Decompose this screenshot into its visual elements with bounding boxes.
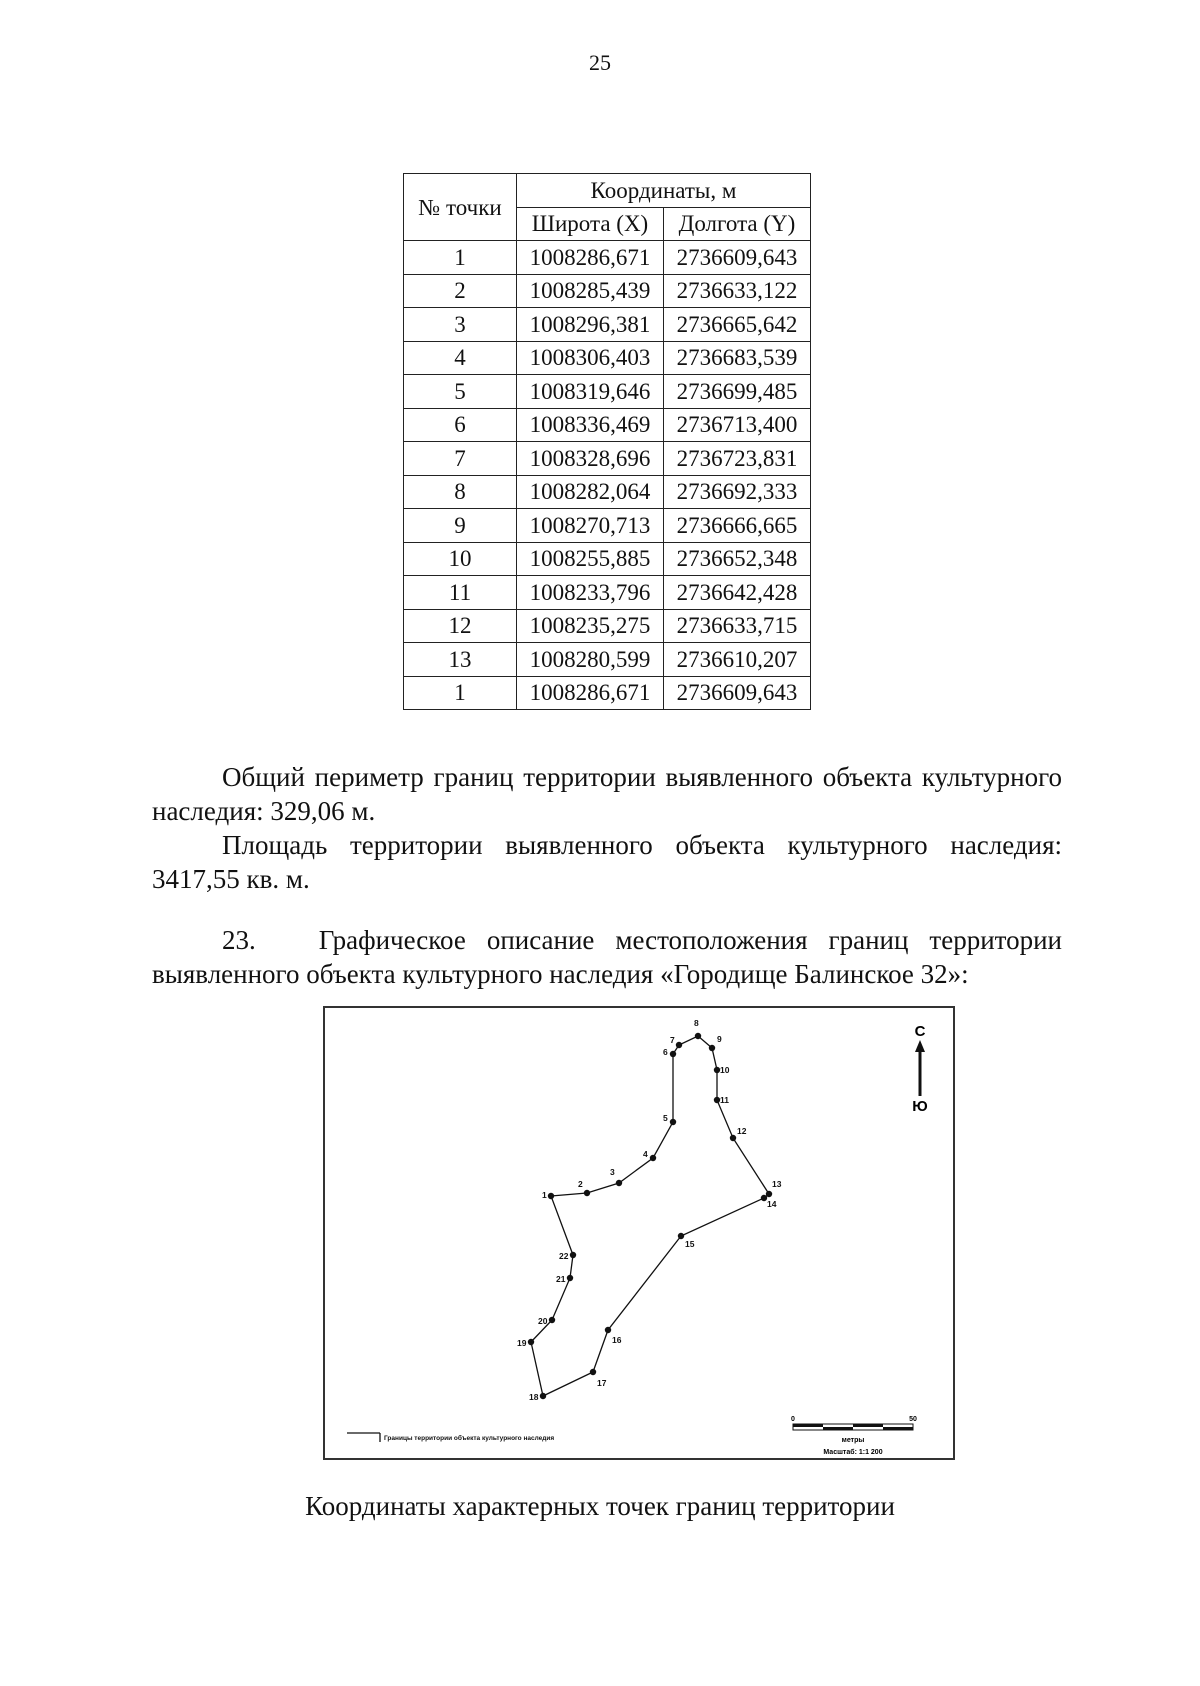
latitude-value: 1008235,275 — [517, 609, 664, 643]
longitude-value: 2736713,400 — [664, 408, 811, 442]
point-number: 3 — [404, 308, 517, 342]
graphic-description-text: Графическое описание местоположения границ территории выявленного объекта культурного наследия «Городище Балинское 32»: — [152, 925, 1063, 989]
boundary-point-8 — [695, 1033, 701, 1039]
longitude-value: 2736609,643 — [664, 241, 811, 275]
point-number: 6 — [404, 408, 517, 442]
boundary-point-label: 1 — [542, 1190, 547, 1200]
table-row — [404, 475, 811, 509]
boundary-point-label: 13 — [772, 1179, 782, 1189]
longitude-value: 2736683,539 — [664, 341, 811, 375]
latitude-value: 1008280,599 — [517, 643, 664, 677]
longitude-value: 2736642,428 — [664, 576, 811, 610]
header-point-number: № точки — [404, 174, 517, 241]
latitude-value: 1008319,646 — [517, 375, 664, 409]
latitude-value: 1008285,439 — [517, 274, 664, 308]
latitude-value: 1008306,403 — [517, 341, 664, 375]
boundary-point-label: 17 — [597, 1378, 607, 1388]
boundary-point-label: 2 — [578, 1179, 583, 1189]
boundary-point-label: 9 — [717, 1034, 722, 1044]
boundary-point-label: 11 — [720, 1095, 729, 1105]
scale-bar — [793, 1424, 913, 1430]
longitude-value: 2736633,715 — [664, 609, 811, 643]
boundary-point-label: 3 — [610, 1167, 615, 1177]
table-row — [404, 609, 811, 643]
boundary-point-label: 22 — [559, 1251, 569, 1261]
boundary-point-label: 15 — [685, 1239, 695, 1249]
longitude-value: 2736609,643 — [664, 676, 811, 710]
table-row — [404, 408, 811, 442]
scale-end-label: 50 — [909, 1416, 917, 1423]
longitude-value: 2736633,122 — [664, 274, 811, 308]
table-row — [404, 241, 811, 275]
table-row — [404, 341, 811, 375]
boundary-point-label: 19 — [517, 1338, 527, 1348]
boundary-point-label: 4 — [643, 1149, 648, 1159]
boundary-point-4 — [650, 1155, 656, 1161]
boundary-point-15 — [678, 1233, 684, 1239]
area-text-line1: Площадь территории выявленного объекта культурного наследия: — [222, 830, 1062, 860]
table-row — [404, 643, 811, 677]
boundary-point-21 — [567, 1275, 573, 1281]
territory-boundary-line — [531, 1036, 769, 1396]
south-label: Ю — [912, 1098, 928, 1115]
boundary-point-6 — [670, 1051, 676, 1057]
boundary-point-12 — [730, 1135, 736, 1141]
boundary-point-22 — [570, 1252, 576, 1258]
point-number: 12 — [404, 609, 517, 643]
boundary-point-1 — [548, 1193, 554, 1199]
boundary-point-19 — [528, 1339, 534, 1345]
point-number: 4 — [404, 341, 517, 375]
boundary-point-label: 7 — [670, 1035, 675, 1045]
scale-start-label: 0 — [791, 1416, 795, 1423]
coordinates-caption: Координаты характерных точек границ территории — [305, 1491, 895, 1521]
coordinates-table — [403, 173, 811, 710]
boundary-point-17 — [590, 1369, 596, 1375]
boundary-point-7 — [676, 1042, 682, 1048]
point-number: 7 — [404, 442, 517, 476]
header-longitude: Долгота (Y) — [664, 207, 811, 241]
header-coordinates: Координаты, м — [517, 174, 811, 208]
perimeter-paragraph — [152, 760, 1062, 828]
table-row — [404, 274, 811, 308]
boundary-point-label: 6 — [663, 1047, 668, 1057]
point-number: 2 — [404, 274, 517, 308]
latitude-value: 1008233,796 — [517, 576, 664, 610]
table-row — [404, 576, 811, 610]
north-label: С — [914, 1023, 926, 1040]
point-number: 10 — [404, 542, 517, 576]
table-row — [404, 676, 811, 710]
longitude-value: 2736666,665 — [664, 509, 811, 543]
longitude-value: 2736723,831 — [664, 442, 811, 476]
section-number: 23. — [222, 925, 256, 955]
boundary-map-svg — [325, 1008, 953, 1458]
point-number: 11 — [404, 576, 517, 610]
point-number: 13 — [404, 643, 517, 677]
boundary-point-label: 16 — [612, 1335, 622, 1345]
table-row — [404, 375, 811, 409]
area-paragraph — [152, 828, 1062, 896]
table-row — [404, 442, 811, 476]
latitude-value: 1008282,064 — [517, 475, 664, 509]
table-row — [404, 542, 811, 576]
latitude-value: 1008255,885 — [517, 542, 664, 576]
boundary-point-2 — [584, 1190, 590, 1196]
boundary-point-label: 8 — [694, 1018, 699, 1028]
boundary-point-3 — [616, 1180, 622, 1186]
point-number: 1 — [404, 241, 517, 275]
boundary-point-label: 5 — [663, 1113, 668, 1123]
boundary-point-label: 20 — [538, 1316, 548, 1326]
boundary-point-13 — [766, 1191, 772, 1197]
boundary-map — [323, 1006, 955, 1460]
scale-unit-label: метры — [841, 1437, 865, 1444]
point-number: 1 — [404, 676, 517, 710]
page-number: 25 — [589, 50, 611, 75]
perimeter-text: Общий периметр границ территории выявленного объекта культурного наследия: 329,06 м. — [152, 762, 1062, 826]
table-row — [404, 308, 811, 342]
boundary-point-label: 10 — [720, 1065, 730, 1075]
point-number: 5 — [404, 375, 517, 409]
longitude-value: 2736610,207 — [664, 643, 811, 677]
graphic-description-paragraph — [152, 923, 1062, 991]
longitude-value: 2736692,333 — [664, 475, 811, 509]
boundary-point-label: 14 — [767, 1199, 777, 1209]
area-text-line2: 3417,55 кв. м. — [152, 864, 310, 894]
latitude-value: 1008286,671 — [517, 676, 664, 710]
boundary-point-5 — [670, 1119, 676, 1125]
table-row — [404, 509, 811, 543]
latitude-value: 1008336,469 — [517, 408, 664, 442]
boundary-point-label: 21 — [556, 1274, 566, 1284]
boundary-point-9 — [709, 1045, 715, 1051]
boundary-point-label: 18 — [529, 1392, 539, 1402]
boundary-point-label: 12 — [737, 1126, 747, 1136]
point-number: 8 — [404, 475, 517, 509]
latitude-value: 1008270,713 — [517, 509, 664, 543]
legend-text: Границы территории объекта культурного наследия — [384, 1435, 555, 1442]
longitude-value: 2736665,642 — [664, 308, 811, 342]
boundary-point-20 — [549, 1317, 555, 1323]
boundary-point-18 — [540, 1393, 546, 1399]
latitude-value: 1008296,381 — [517, 308, 664, 342]
latitude-value: 1008286,671 — [517, 241, 664, 275]
boundary-point-16 — [605, 1327, 611, 1333]
scale-ratio-label: Масштаб: 1:1 200 — [823, 1449, 883, 1456]
point-number: 9 — [404, 509, 517, 543]
latitude-value: 1008328,696 — [517, 442, 664, 476]
header-latitude: Широта (X) — [517, 207, 664, 241]
longitude-value: 2736652,348 — [664, 542, 811, 576]
longitude-value: 2736699,485 — [664, 375, 811, 409]
